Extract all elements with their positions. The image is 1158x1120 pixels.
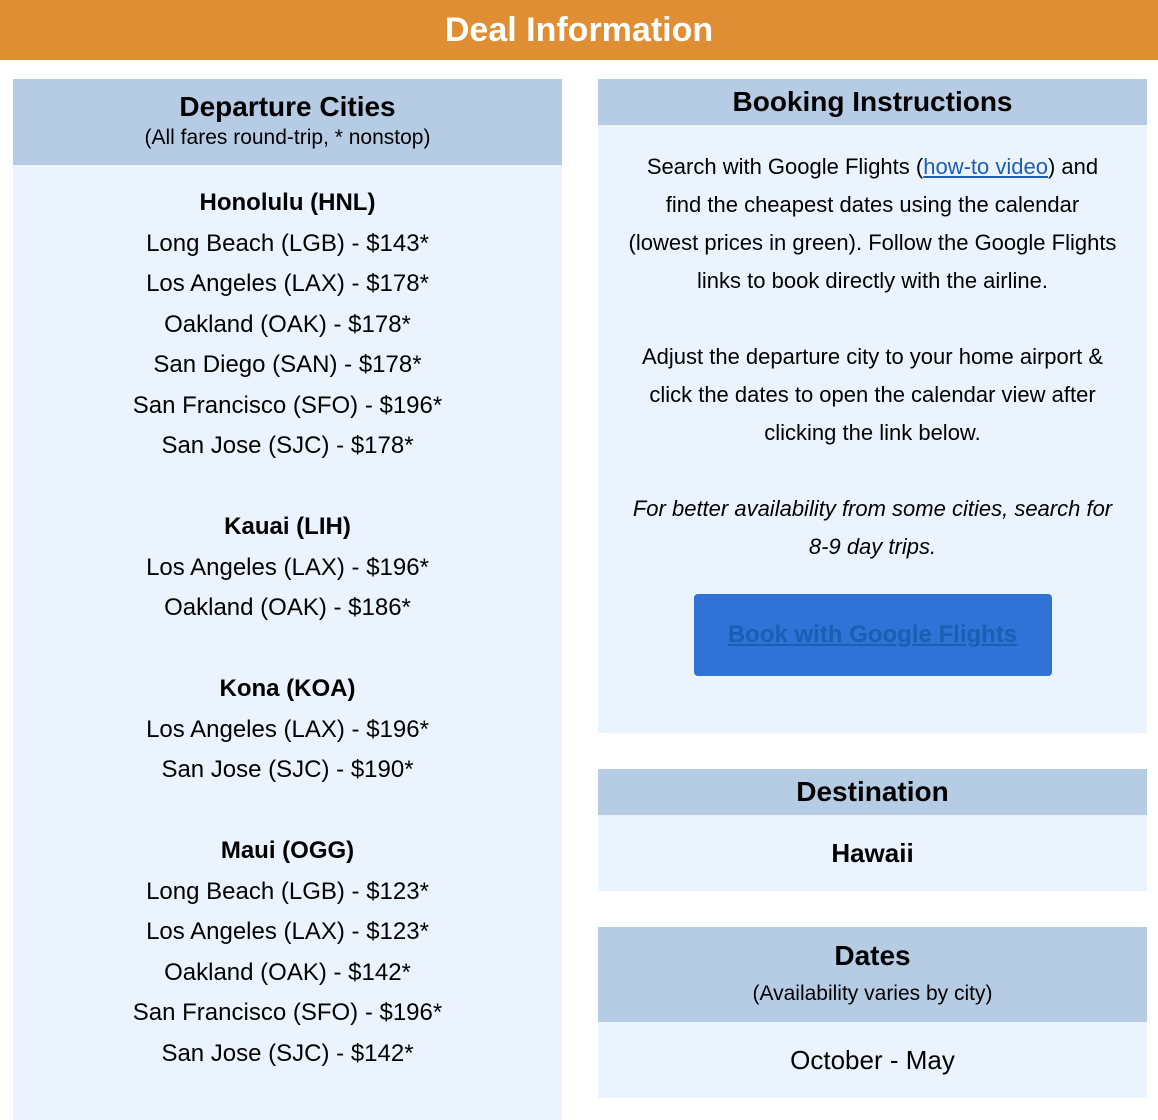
fare-item: Los Angeles (LAX) - $123* bbox=[146, 918, 429, 945]
fare-item: Los Angeles (LAX) - $196* bbox=[146, 553, 429, 581]
fare-item: Oakland (OAK) - $142* bbox=[164, 958, 411, 986]
fare-item: Los Angeles (LAX) - $196* bbox=[146, 715, 429, 743]
destination-airport: Honolulu (HNL) bbox=[199, 189, 376, 216]
fare-item: Long Beach (LGB) - $143* bbox=[146, 229, 429, 257]
instructions-paragraph bbox=[628, 148, 1117, 300]
fare-item: Oakland (OAK) - $186* bbox=[164, 594, 411, 621]
availability-note: For better availability from some cities, search for 8-9 day trips. bbox=[632, 496, 1113, 559]
booking-instructions-title: Booking Instructions bbox=[732, 86, 1013, 117]
destination-airport: Kauai (LIH) bbox=[224, 513, 351, 540]
destination-airport: Maui (OGG) bbox=[220, 837, 355, 864]
how-to-video-link[interactable]: how-to video bbox=[923, 154, 1048, 179]
departure-cities-header bbox=[13, 79, 562, 165]
page-title: Deal Information bbox=[0, 0, 1158, 60]
instructions-text: ) and find the cheapest dates using the calendar (lowest prices in green). Follow the Google Flights links to book directly with the airline. bbox=[628, 154, 1117, 293]
destination-value: Hawaii bbox=[831, 838, 914, 868]
destination-panel bbox=[598, 769, 1147, 891]
fare-item: San Jose (SJC) - $178* bbox=[161, 432, 414, 459]
departure-cities-subtitle: (All fares round-trip, * nonstop) bbox=[144, 126, 431, 149]
fare-item: San Jose (SJC) - $142* bbox=[161, 1039, 414, 1067]
dates-title: Dates bbox=[834, 940, 911, 971]
fare-item: Los Angeles (LAX) - $178* bbox=[146, 270, 429, 297]
fare-item: Long Beach (LGB) - $123* bbox=[146, 877, 429, 905]
fare-list bbox=[13, 165, 562, 1074]
destination-group bbox=[13, 669, 562, 791]
fare-item: San Francisco (SFO) - $196* bbox=[132, 391, 443, 419]
fare-item: San Francisco (SFO) - $196* bbox=[132, 999, 443, 1026]
book-google-flights-button[interactable]: Book with Google Flights bbox=[694, 594, 1052, 676]
instructions-text: Search with Google Flights ( bbox=[646, 154, 924, 179]
departure-cities-title: Departure Cities bbox=[179, 91, 396, 122]
destination-group bbox=[13, 183, 562, 467]
departure-cities-panel bbox=[13, 79, 562, 1120]
dates-panel bbox=[598, 927, 1147, 1098]
fare-item: San Diego (SAN) - $178* bbox=[153, 351, 422, 378]
fare-item: Oakland (OAK) - $178* bbox=[164, 310, 411, 338]
dates-subtitle: (Availability varies by city) bbox=[752, 982, 993, 1005]
booking-instructions-panel bbox=[598, 79, 1147, 733]
destination-group bbox=[13, 507, 562, 629]
destination-airport: Kona (KOA) bbox=[219, 675, 356, 702]
dates-value: October - May bbox=[790, 1045, 955, 1075]
instructions-paragraph: Adjust the departure city to your home airport & click the dates to open the calendar view after clicking the link below. bbox=[641, 344, 1103, 445]
fare-item: San Jose (SJC) - $190* bbox=[161, 756, 414, 783]
destination-group bbox=[13, 831, 562, 1074]
destination-title: Destination bbox=[796, 776, 949, 807]
